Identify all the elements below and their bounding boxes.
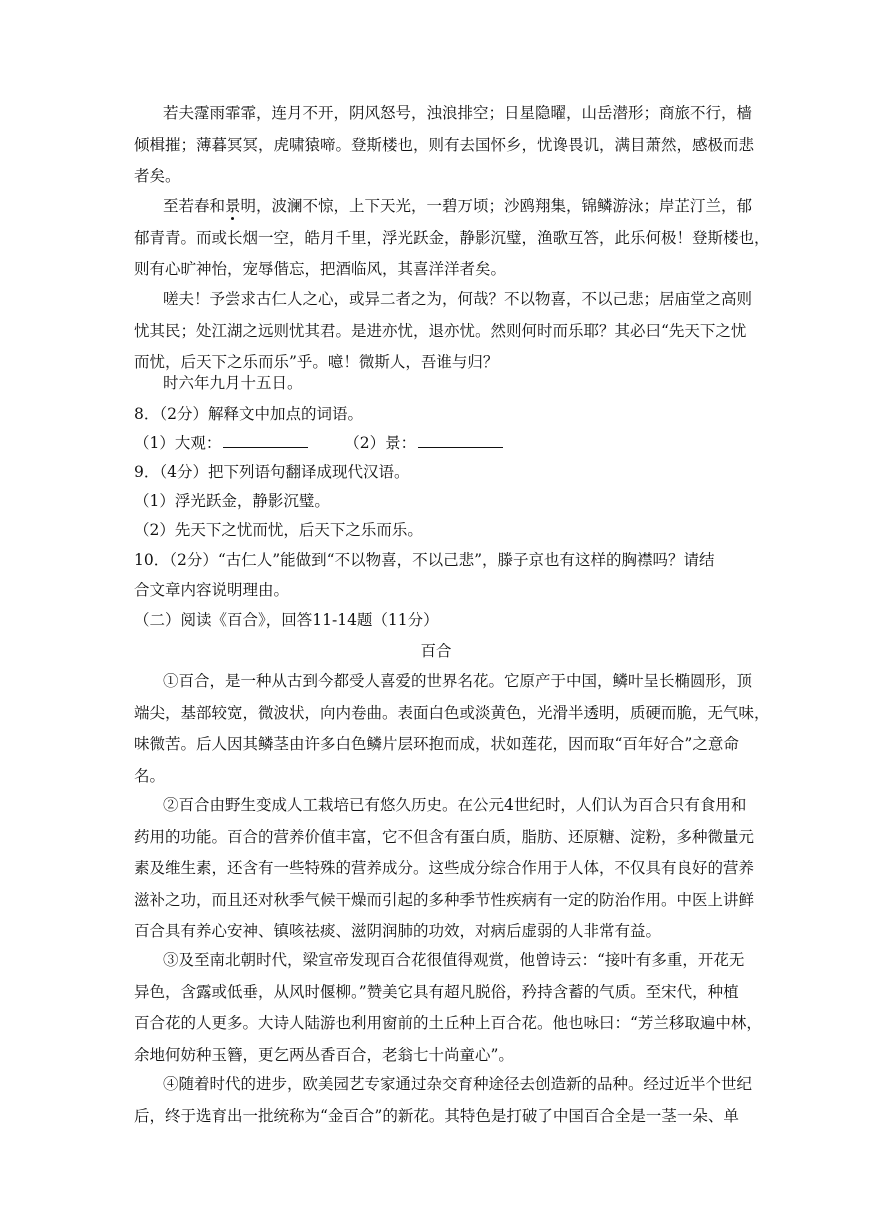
passage2-paragraph-4 <box>134 1074 753 1137</box>
question-8-1-label: （1）大观： <box>134 434 222 452</box>
text-line: 百合花的人更多。大诗人陆游也利用窗前的土丘种上百合花。他也咏曰：“芳兰移取遍中林， <box>134 1014 762 1032</box>
passage2-title: 百合 <box>420 642 452 660</box>
text-line: ③及至南北朝时代，梁宣帝发现百合花很值得观赏，他曾诗云：“接叶有多重，开花无 <box>163 951 745 969</box>
text-line: 忧其民；处江湖之远则忧其君。是进亦忧，退亦忧。然则何时而乐耶？其必曰“先天下之忧 <box>134 321 747 340</box>
text-line: 药用的功能。百合的营养价值丰富，它不但含有蛋白质，脂肪、还原糖、淀粉，多种微量元 <box>134 827 755 846</box>
section-heading: （二）阅读《百合》，回答11-14题（11分） <box>134 611 439 629</box>
passage2-paragraph-3 <box>134 950 762 1076</box>
date-line: 时六年九月十五日。 <box>163 374 303 392</box>
text-line: 味微苦。后人因其鳞茎由许多白色鳞片层环抱而成，状如莲花，因而取“百年好合”之意命 <box>134 735 739 753</box>
text-line: ②百合由野生变成人工栽培已有悠久历史。在公元4世纪时，人们认为百合只有食用和 <box>163 796 747 814</box>
text-line: 余地何妨种玉簪，更乞两丛香百合，老翁七十尚童心”。 <box>134 1045 514 1064</box>
text-line: 滋补之功，而且还对秋季气候干燥而引起的多种季节性疾病有一定的防治作用。中医上讲鲜 <box>134 890 755 909</box>
text-line: 素及维生素，还含有一些特殊的营养成分。这些成分综合作用于人体，不仅具有良好的营养 <box>134 859 755 877</box>
text-line: 倾楫摧；薄暮冥冥，虎啸猿啼。登斯楼也，则有去国怀乡，忧谗畏讥，满目萧然，感极而悲 <box>134 135 755 154</box>
text-line: 者矣。 <box>134 167 181 185</box>
text-line: 名。 <box>134 766 166 785</box>
text-line: ④随着时代的进步，欧美园艺专家通过杂交育种途径去创造新的品种。经过近半个世纪 <box>163 1075 753 1093</box>
answer-blank[interactable] <box>223 433 308 448</box>
text-line: 若夫霪雨霏霏，连月不开，阴风怒号，浊浪排空；日星隐曜，山岳潜形；商旅不行，樯 <box>163 104 753 122</box>
question-10-line-1: 10．（2分）“古仁人”能做到“不以物喜，不以己悲”，滕子京也有这样的胸襟吗？请结 <box>134 551 715 569</box>
answer-blank[interactable] <box>418 433 503 448</box>
text-line: 端尖，基部较宽，微波状，向内卷曲。表面白色或淡黄色，光滑半透明，质硬而脆，无气味， <box>134 703 770 722</box>
question-10-line-2: 合文章内容说明理由。 <box>134 581 290 599</box>
passage2-paragraph-2 <box>134 795 755 953</box>
text-line: 嗟夫！予尝求古仁人之心，或异二者之为，何哉？不以物喜，不以己悲；居庙堂之高则 <box>163 290 753 308</box>
text-line: ①百合，是一种从古到今都受人喜爱的世界名花。它原产于中国，鳞叶呈长椭圆形，顶 <box>163 672 753 690</box>
text-line: 百合具有养心安神、镇咳祛痰、滋阴润肺的功效，对病后虚弱的人非常有益。 <box>134 922 662 940</box>
text-line: 而忧，后天下之乐而乐”乎。噫！微斯人，吾谁与归？ <box>134 353 499 371</box>
passage1-paragraph-2 <box>134 196 770 291</box>
question-9-2: （2）先天下之忧而忧，后天下之乐而乐。 <box>134 521 423 539</box>
passage1-paragraph-3 <box>134 289 753 384</box>
text-line: 后，终于选育出一批统称为“金百合”的新花。其特色是打破了中国百合全是一茎一朵、单 <box>134 1106 739 1125</box>
passage2-paragraph-1 <box>134 671 770 797</box>
text-segment: 至若春和 <box>163 197 226 215</box>
text-line: 郁青青。而或长烟一空，皓月千里，浮光跃金，静影沉璧，渔歌互答，此乐何极！登斯楼也， <box>134 228 770 247</box>
text-line: 则有心旷神怡，宠辱偕忘，把酒临风，其喜洋洋者矣。 <box>134 260 507 278</box>
text-line: 异色，含露或低垂，从风时偃柳。”赞美它具有超凡脱俗，矜持含蓄的气质。至宋代，种植 <box>134 982 739 1001</box>
text-segment: 明，波澜不惊，上下天光，一碧万顷；沙鸥翔集，锦鳞游泳；岸芷汀兰，郁 <box>240 197 753 215</box>
question-9-1: （1）浮光跃金，静影沉璧。 <box>134 492 330 510</box>
question-8: 8．（2分）解释文中加点的词语。 <box>134 405 363 423</box>
text-line <box>134 196 753 216</box>
emphasis-dotted-word: 景 <box>225 197 241 215</box>
passage1-paragraph-1 <box>134 103 755 198</box>
question-8-answers <box>134 433 503 453</box>
question-9: 9．（4分）把下列语句翻译成现代汉语。 <box>134 463 410 481</box>
question-8-2-label: （2）景： <box>344 434 417 452</box>
